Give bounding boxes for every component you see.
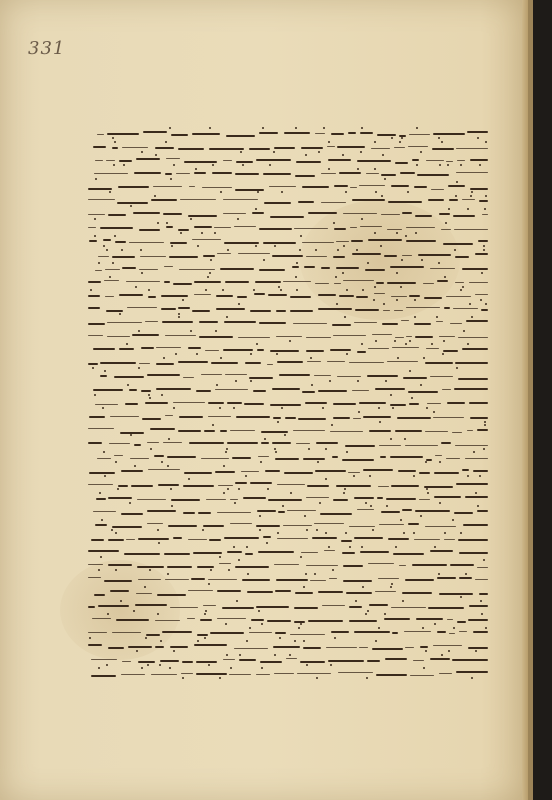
manuscript-text-line [88,126,488,140]
manuscript-text-line [88,248,488,262]
manuscript-text-line [88,531,488,545]
manuscript-text-line [88,518,488,532]
manuscript-text-line [88,572,488,586]
manuscript-text-line [88,234,488,248]
manuscript-text-line [88,464,488,478]
manuscript-text-line [88,626,488,640]
manuscript-text-line [88,207,488,221]
manuscript-text-line [88,383,488,397]
manuscript-text-line [88,194,488,208]
manuscript-text-line [88,261,488,275]
manuscript-text-line [88,491,488,505]
manuscript-text-line [88,599,488,613]
manuscript-text-line [88,558,488,572]
manuscript-text-line [88,504,488,518]
manuscript-text-line [88,545,488,559]
manuscript-text-line [88,666,488,680]
manuscript-text-line [88,140,488,154]
manuscript-text-line [88,275,488,289]
manuscript-text-line [88,153,488,167]
manuscript-text-block [88,126,488,678]
viewer-margin [533,0,552,800]
manuscript-text-line [88,329,488,343]
manuscript-text-line [88,477,488,491]
manuscript-text-line [88,612,488,626]
manuscript-text-line [88,302,488,316]
manuscript-text-line [88,356,488,370]
manuscript-text-line [88,639,488,653]
manuscript-text-line [88,221,488,235]
folio-number: 331 [28,38,66,59]
manuscript-text-line [88,396,488,410]
manuscript-text-line [88,437,488,451]
manuscript-text-line [88,585,488,599]
manuscript-text-line [88,167,488,181]
manuscript-text-line [88,288,488,302]
manuscript-text-line [88,315,488,329]
manuscript-text-line [88,423,488,437]
manuscript-text-line [88,180,488,194]
manuscript-text-line [88,369,488,383]
manuscript-text-line [88,450,488,464]
manuscript-text-line [88,653,488,667]
manuscript-text-line [88,342,488,356]
manuscript-text-line [88,410,488,424]
